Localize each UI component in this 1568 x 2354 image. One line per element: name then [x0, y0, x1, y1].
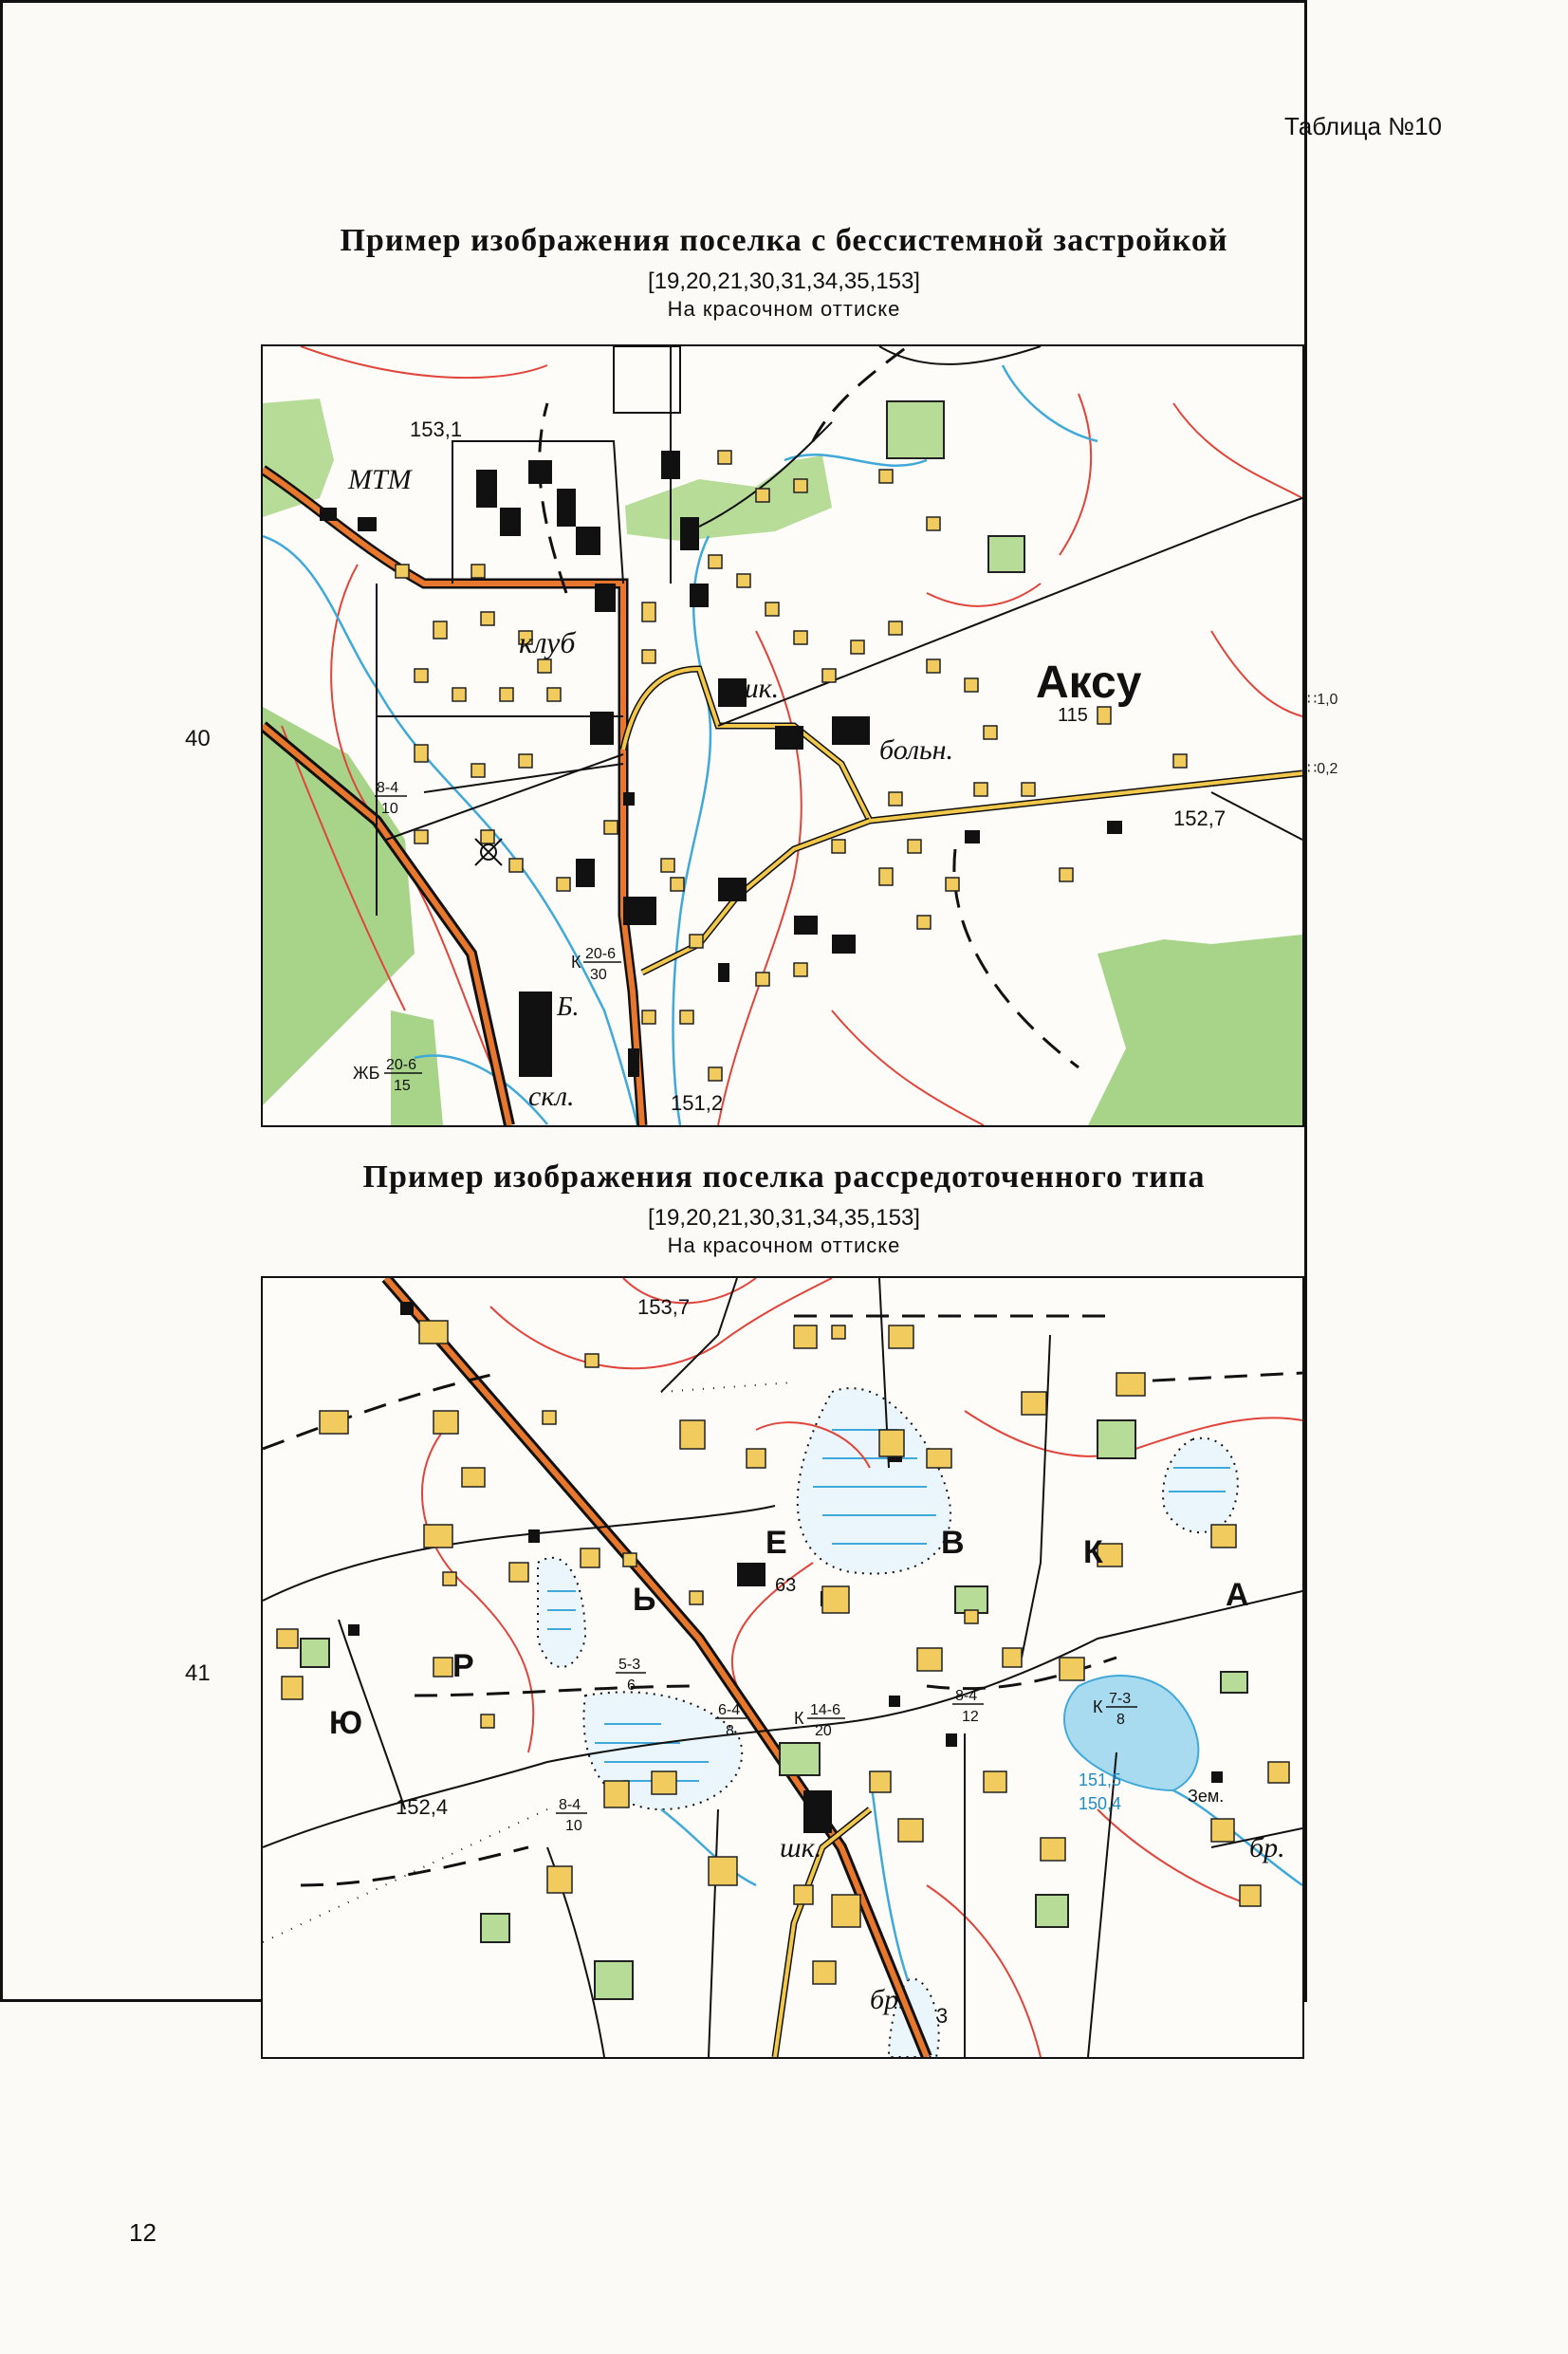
map2-label-br-2: бр. [1249, 1832, 1285, 1863]
garden [887, 401, 944, 458]
map1-row-number: 40 [185, 726, 211, 751]
map2-title: Пример изображения поселка рассредоточенного типа [362, 1159, 1206, 1195]
svg-text:8: 8 [1116, 1712, 1125, 1728]
map2-subtitle: На красочном оттиске [667, 1233, 901, 1257]
svg-text:Ь: Ь [633, 1582, 656, 1618]
svg-text:К: К [1093, 1697, 1103, 1716]
map1-label-warehouse: скл. [528, 1081, 575, 1112]
map2-label-br-1: бр. [870, 1984, 906, 2015]
map1-canvas [261, 344, 1304, 1127]
svg-text:Р: Р [452, 1648, 474, 1684]
map1-label-hospital: больн. [879, 734, 954, 766]
map1-elevation-1: 153,1 [410, 417, 463, 441]
svg-text:ЖБ: ЖБ [353, 1064, 380, 1083]
map1-label-village: Аксу [1036, 658, 1142, 708]
map2-water-elevation-1: 151,5 [1079, 1770, 1122, 1789]
map1-label-b: Б. [557, 992, 580, 1022]
svg-text:8: 8 [726, 1723, 734, 1739]
map1-label-school: шк. [737, 673, 780, 704]
forest-area [625, 455, 832, 541]
svg-text:30: 30 [590, 967, 607, 983]
map2-label-zem: Зем. [1188, 1787, 1225, 1806]
map1-side-label-2: ∷0,2 [1307, 761, 1338, 777]
garden [988, 536, 1024, 572]
page-number: 12 [129, 2218, 157, 2247]
svg-text:Е: Е [766, 1525, 787, 1561]
map2-label-school: шк. [780, 1832, 822, 1863]
svg-text:8-4: 8-4 [377, 780, 399, 796]
map1-label-club: клуб [519, 625, 576, 659]
map2-canvas [261, 1276, 1304, 2059]
map2-bridge-label-4 [952, 1688, 984, 1725]
map2-label-3: 3 [936, 2004, 949, 2028]
map1-bridge-label-2 [571, 946, 621, 983]
svg-text:К: К [794, 1709, 804, 1728]
svg-text:6-4: 6-4 [718, 1702, 741, 1718]
svg-text:Ю: Ю [329, 1705, 363, 1741]
map1-elevation-2: 152,7 [1173, 806, 1227, 830]
svg-text:5-3: 5-3 [618, 1657, 641, 1673]
buildings-nonfireproof [277, 1321, 1289, 1984]
svg-text:8-4: 8-4 [559, 1797, 581, 1813]
svg-text:К: К [571, 953, 581, 972]
map1-title: Пример изображения поселка с бессистемной застройкой [340, 223, 1228, 258]
svg-text:12: 12 [962, 1709, 979, 1725]
map1-label-village-pop: 115 [1058, 705, 1088, 726]
map2-elevation-1: 153,7 [637, 1295, 691, 1319]
map2-water-elevation-2: 150,4 [1079, 1794, 1122, 1813]
svg-text:20-6: 20-6 [386, 1057, 417, 1073]
svg-text:8-4: 8-4 [955, 1688, 978, 1704]
dots: ∷ [1307, 761, 1318, 777]
map2-bridge-label-6 [556, 1797, 587, 1834]
svg-text:14-6: 14-6 [810, 1702, 841, 1718]
svg-text:А: А [1226, 1577, 1249, 1613]
map2-label-63: 63 [775, 1575, 797, 1596]
svg-text:6: 6 [627, 1677, 636, 1694]
map2-refs: [19,20,21,30,31,34,35,153] [648, 1205, 920, 1231]
map2-row-number: 41 [185, 1660, 211, 1686]
map2-bridge-label-3 [794, 1702, 845, 1739]
svg-text:10: 10 [381, 801, 398, 817]
map2-elevation-2: 152,4 [396, 1795, 449, 1819]
svg-text:20-6: 20-6 [585, 946, 617, 962]
svg-text:10: 10 [565, 1818, 582, 1834]
buildings-nonfireproof [396, 451, 1187, 1081]
map2-svg [263, 1278, 1302, 2057]
svg-text:7-3: 7-3 [1109, 1691, 1132, 1707]
svg-text:К: К [1083, 1534, 1103, 1570]
dots: ∷ [1307, 692, 1318, 708]
map1-side-label-1: ∷1,0 [1307, 692, 1338, 708]
map1-refs: [19,20,21,30,31,34,35,153] [648, 269, 920, 294]
forest-area [1088, 935, 1302, 1125]
map1-elevation-3: 151,2 [671, 1091, 724, 1115]
svg-text:15: 15 [394, 1078, 411, 1094]
svg-text:20: 20 [815, 1723, 832, 1739]
map1-label-mtm: МТМ [348, 464, 412, 495]
svg-text:В: В [941, 1525, 965, 1561]
map1-svg [263, 346, 1302, 1125]
map1-subtitle: На красочном оттиске [667, 297, 901, 321]
table-label: Таблица №10 [1284, 112, 1442, 140]
